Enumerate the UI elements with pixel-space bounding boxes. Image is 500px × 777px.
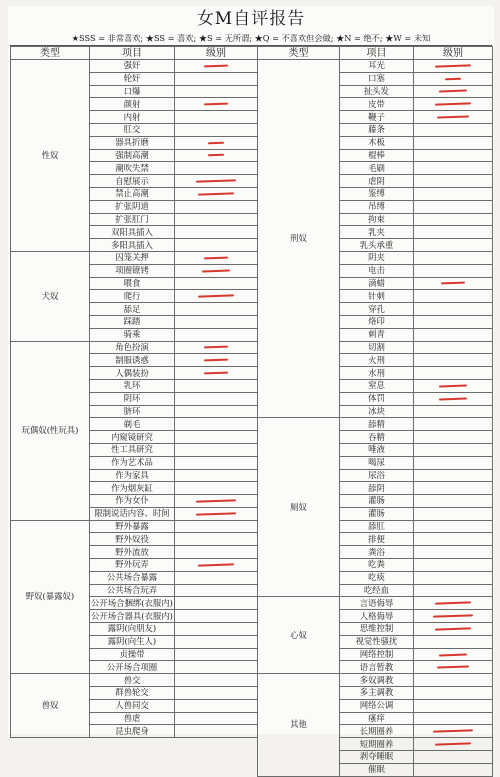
item-cell: 体罚 [340,392,414,405]
handwritten-mark [433,730,473,733]
level-cell[interactable] [414,495,493,508]
item-cell: 野外玩弄 [90,559,175,572]
handwritten-mark [204,64,228,67]
level-cell[interactable] [175,354,258,367]
handwritten-mark [435,103,471,106]
category-cell: 刑奴 [258,60,340,418]
item-cell: 露阴(向朋友) [90,623,175,636]
item-cell: 踩踏 [90,315,175,328]
handwritten-mark [202,269,230,272]
item-cell: 内射 [90,111,175,124]
level-cell[interactable] [414,725,493,738]
level-cell[interactable] [175,661,258,674]
level-cell[interactable] [414,354,493,367]
item-cell: 穿孔 [340,303,414,316]
level-cell[interactable] [414,431,493,444]
category-header: 类型 [11,47,90,60]
level-cell[interactable] [175,60,258,73]
item-cell: 扩张肛门 [90,213,175,226]
item-cell: 扩张阴道 [90,200,175,213]
level-cell[interactable] [414,571,493,584]
level-header: 级别 [414,47,493,60]
item-cell: 口塞 [340,72,414,85]
level-cell[interactable] [175,610,258,623]
item-cell: 公共场合玩弄 [90,584,175,597]
item-cell: 口爆 [90,85,175,98]
item-cell: 水刑 [340,367,414,380]
handwritten-mark [204,359,228,362]
level-cell[interactable] [414,213,493,226]
item-cell: 剥夺睡眠 [340,751,414,764]
item-cell: 刺青 [340,328,414,341]
page-title: 女M自评报告 [196,9,306,29]
handwritten-mark [196,179,236,182]
item-cell: 野外流放 [90,546,175,559]
level-cell[interactable] [414,239,493,252]
item-cell: 鉴缚 [340,187,414,200]
level-cell[interactable] [414,405,493,418]
level-cell[interactable] [414,162,493,175]
item-cell: 毛刷 [340,162,414,175]
item-cell: 针刺 [340,290,414,303]
level-cell[interactable] [175,405,258,418]
level-cell[interactable] [414,367,493,380]
item-cell: 藤条 [340,123,414,136]
level-cell[interactable] [175,162,258,175]
item-cell: 潮吹失禁 [90,162,175,175]
item-cell: 舔肛 [340,520,414,533]
level-cell[interactable] [175,239,258,252]
item-cell: 囚笼关押 [90,251,175,264]
level-cell[interactable] [414,687,493,700]
level-cell[interactable] [175,123,258,136]
item-cell: 排便 [340,533,414,546]
handwritten-mark [437,116,469,119]
left-survey-table [10,46,258,738]
level-cell[interactable] [414,751,493,764]
item-cell: 群兽轮交 [90,687,175,700]
handwritten-mark [435,627,471,630]
handwritten-mark [204,346,228,349]
item-cell: 多主调教 [340,687,414,700]
level-cell[interactable] [175,85,258,98]
item-cell: 吃痰 [340,571,414,584]
item-cell: 公开场合项圈 [90,661,175,674]
level-cell[interactable] [175,456,258,469]
item-cell: 公共场合暴露 [90,571,175,584]
item-cell: 剃毛 [90,418,175,431]
level-cell[interactable] [175,559,258,572]
item-cell: 器具折磨 [90,136,175,149]
item-cell: 多阳具插入 [90,239,175,252]
item-cell: 限制说话内容、时间 [90,507,175,520]
level-cell[interactable] [175,482,258,495]
item-cell: 乳环 [90,379,175,392]
category-cell: 心奴 [258,597,340,674]
level-cell[interactable] [414,520,493,533]
category-cell: 玩偶奴(性玩具) [11,341,90,520]
level-cell[interactable] [175,187,258,200]
item-cell: 露阴(向生人) [90,635,175,648]
table-row [11,341,258,354]
item-cell: 阴环 [90,392,175,405]
item-cell: 吃经血 [340,584,414,597]
level-cell[interactable] [414,175,493,188]
table-row [11,520,258,533]
item-cell: 吊缚 [340,200,414,213]
category-header: 类型 [258,47,340,60]
level-cell[interactable] [414,60,493,73]
level-cell[interactable] [414,315,493,328]
handwritten-mark [198,295,234,298]
handwritten-mark [439,653,467,656]
level-cell[interactable] [175,251,258,264]
item-cell: 语言暂教 [340,661,414,674]
handwritten-mark [204,256,228,259]
item-cell: 内窥镜研究 [90,431,175,444]
item-cell: 火刑 [340,354,414,367]
item-cell: 脐环 [90,405,175,418]
level-cell[interactable] [414,85,493,98]
level-cell[interactable] [414,597,493,610]
item-cell: 喝尿 [340,456,414,469]
item-cell: 滴蜡 [340,277,414,290]
table-row [11,60,258,73]
level-cell[interactable] [414,200,493,213]
level-cell[interactable] [414,699,493,712]
level-cell[interactable] [414,418,493,431]
level-cell[interactable] [414,277,493,290]
level-cell[interactable] [414,546,493,559]
level-cell[interactable] [175,315,258,328]
item-cell: 烙印 [340,315,414,328]
item-cell: 视觉性骚扰 [340,635,414,648]
level-cell[interactable] [175,635,258,648]
item-cell: 拘束 [340,213,414,226]
item-cell: 角色扮演 [90,341,175,354]
item-cell: 粪浴 [340,546,414,559]
handwritten-mark [439,90,467,93]
level-cell[interactable] [175,674,258,687]
category-cell: 野奴(暴露奴) [11,520,90,674]
category-cell: 其他 [258,674,340,776]
item-cell: 催眠 [340,763,414,776]
level-cell[interactable] [414,392,493,405]
item-cell: 木板 [340,136,414,149]
level-header: 级别 [175,47,258,60]
level-cell[interactable] [175,495,258,508]
level-cell[interactable] [175,687,258,700]
level-cell[interactable] [175,200,258,213]
item-cell: 作为女仆 [90,495,175,508]
item-cell: 颜射 [90,98,175,111]
level-cell[interactable] [175,418,258,431]
item-cell: 爬行 [90,290,175,303]
item-cell: 禁止高潮 [90,187,175,200]
item-cell: 电击 [340,264,414,277]
item-cell: 人格侮辱 [340,610,414,623]
item-cell: 舔足 [90,303,175,316]
level-cell[interactable] [414,226,493,239]
item-cell: 网络公调 [340,699,414,712]
level-cell[interactable] [414,149,493,162]
handwritten-mark [208,141,224,144]
handwritten-mark [433,614,473,617]
handwritten-mark [441,282,465,285]
item-cell: 自慰展示 [90,175,175,188]
item-cell: 瘙痒 [340,712,414,725]
handwritten-mark [196,499,236,502]
item-cell: 耳光 [340,60,414,73]
level-cell[interactable] [414,533,493,546]
item-cell: 棍棒 [340,149,414,162]
level-cell[interactable] [414,763,493,776]
level-cell[interactable] [175,443,258,456]
level-cell[interactable] [414,303,493,316]
level-cell[interactable] [175,136,258,149]
rating-legend: ★SSS = 非常喜欢; ★SS = 喜欢; ★S = 无所谓; ★Q = 不喜欢但会做; ★N = 绝不; ★W = 未知 [10,31,492,46]
item-cell: 冰块 [340,405,414,418]
item-cell: 吞精 [340,431,414,444]
report-sheet [8,6,494,775]
item-cell: 吃粪 [340,559,414,572]
level-cell[interactable] [175,290,258,303]
item-cell: 强制高潮 [90,149,175,162]
item-cell: 人偶装扮 [90,367,175,380]
item-cell: 扯头发 [340,85,414,98]
category-cell: 犬奴 [11,251,90,341]
level-cell[interactable] [414,72,493,85]
level-cell[interactable] [175,379,258,392]
item-cell: 乳夹 [340,226,414,239]
item-cell: 舔精 [340,418,414,431]
level-cell[interactable] [175,431,258,444]
item-cell: 长期圈养 [340,725,414,738]
level-cell[interactable] [175,623,258,636]
item-cell: 轮奸 [90,72,175,85]
table-row [258,418,493,431]
level-cell[interactable] [175,584,258,597]
item-cell: 切割 [340,341,414,354]
level-cell[interactable] [414,264,493,277]
level-cell[interactable] [175,367,258,380]
item-cell: 鞭子 [340,111,414,124]
level-cell[interactable] [414,469,493,482]
level-cell[interactable] [414,251,493,264]
item-cell: 兽交 [90,674,175,687]
category-cell: 厕奴 [258,418,340,597]
level-cell[interactable] [175,648,258,661]
category-cell: 兽奴 [11,674,90,738]
level-cell[interactable] [414,648,493,661]
level-cell[interactable] [414,559,493,572]
level-cell[interactable] [414,507,493,520]
handwritten-mark [208,154,224,157]
item-cell: 尿浴 [340,469,414,482]
item-cell: 昆虫爬身 [90,725,175,738]
item-cell: 网络控制 [340,648,414,661]
level-cell[interactable] [414,443,493,456]
item-cell: 野外暴露 [90,520,175,533]
level-cell[interactable] [414,584,493,597]
item-cell: 阴夹 [340,251,414,264]
level-cell[interactable] [175,277,258,290]
item-cell: 思维控制 [340,623,414,636]
handwritten-mark [204,372,228,375]
level-cell[interactable] [175,725,258,738]
level-cell[interactable] [175,699,258,712]
item-cell: 多奴调教 [340,674,414,687]
handwritten-mark [435,64,471,67]
level-cell[interactable] [414,123,493,136]
item-cell: 作为烟灰缸 [90,482,175,495]
table-row [258,674,493,687]
level-cell[interactable] [175,546,258,559]
level-cell[interactable] [175,520,258,533]
level-cell[interactable] [175,341,258,354]
item-cell: 唾液 [340,443,414,456]
level-cell[interactable] [175,111,258,124]
level-cell[interactable] [175,264,258,277]
item-cell: 野外奴役 [90,533,175,546]
handwritten-mark [445,77,461,80]
handwritten-mark [439,397,467,400]
level-cell[interactable] [175,213,258,226]
item-cell: 窒息 [340,379,414,392]
level-cell[interactable] [414,187,493,200]
table-row [258,60,493,73]
level-cell[interactable] [175,597,258,610]
level-cell[interactable] [414,661,493,674]
item-cell: 制服诱惑 [90,354,175,367]
item-cell: 肛交 [90,123,175,136]
level-cell[interactable] [414,712,493,725]
level-cell[interactable] [175,507,258,520]
level-cell[interactable] [414,635,493,648]
handwritten-mark [196,512,236,515]
level-cell[interactable] [414,290,493,303]
level-cell[interactable] [175,712,258,725]
item-cell: 短期圈养 [340,738,414,751]
level-cell[interactable] [414,379,493,392]
level-cell[interactable] [175,533,258,546]
handwritten-mark [198,563,234,566]
level-cell[interactable] [175,328,258,341]
item-cell: 骑乘 [90,328,175,341]
survey-grid [10,46,492,775]
item-cell: 贞操带 [90,648,175,661]
item-cell: 作为艺术品 [90,456,175,469]
item-cell: 灌肠 [340,495,414,508]
item-cell: 作为家具 [90,469,175,482]
item-cell: 乳头承重 [340,239,414,252]
item-cell: 公开场合器具(衣服内) [91,610,173,621]
level-cell[interactable] [175,303,258,316]
item-cell: 舔阴 [340,482,414,495]
item-header: 项目 [340,47,414,60]
handwritten-mark [439,384,467,387]
level-cell[interactable] [414,111,493,124]
item-cell: 言语侮辱 [340,597,414,610]
table-row [11,251,258,264]
level-cell[interactable] [414,341,493,354]
item-cell: 项圈镣铐 [90,264,175,277]
item-cell: 公开场合捆绑(衣服内) [91,597,173,608]
item-cell: 双阳具插入 [90,226,175,239]
level-cell[interactable] [414,482,493,495]
level-cell[interactable] [414,738,493,751]
level-cell[interactable] [414,456,493,469]
level-cell[interactable] [175,98,258,111]
item-cell: 性工具研究 [90,443,175,456]
level-cell[interactable] [175,392,258,405]
item-cell: 兽虐 [90,712,175,725]
item-cell: 喂食 [90,277,175,290]
level-cell[interactable] [414,328,493,341]
handwritten-mark [437,666,469,669]
item-cell: 强奸 [90,60,175,73]
handwritten-mark [435,742,471,745]
level-cell[interactable] [175,149,258,162]
item-header: 项目 [90,47,175,60]
handwritten-mark [435,602,471,605]
right-survey-table [257,46,493,777]
level-cell[interactable] [175,226,258,239]
handwritten-mark [204,103,228,106]
level-cell[interactable] [414,98,493,111]
level-cell[interactable] [414,610,493,623]
level-cell[interactable] [175,72,258,85]
level-cell[interactable] [175,175,258,188]
item-cell: 灌肠 [340,507,414,520]
item-cell: 皮带 [340,98,414,111]
level-cell[interactable] [414,623,493,636]
table-row [11,674,258,687]
table-row [258,597,493,610]
item-cell: 虐阴 [340,175,414,188]
level-cell[interactable] [414,136,493,149]
category-cell: 性奴 [11,60,90,252]
level-cell[interactable] [414,674,493,687]
level-cell[interactable] [175,469,258,482]
item-cell: 人兽同交 [90,699,175,712]
level-cell[interactable] [175,571,258,584]
handwritten-mark [198,192,234,195]
